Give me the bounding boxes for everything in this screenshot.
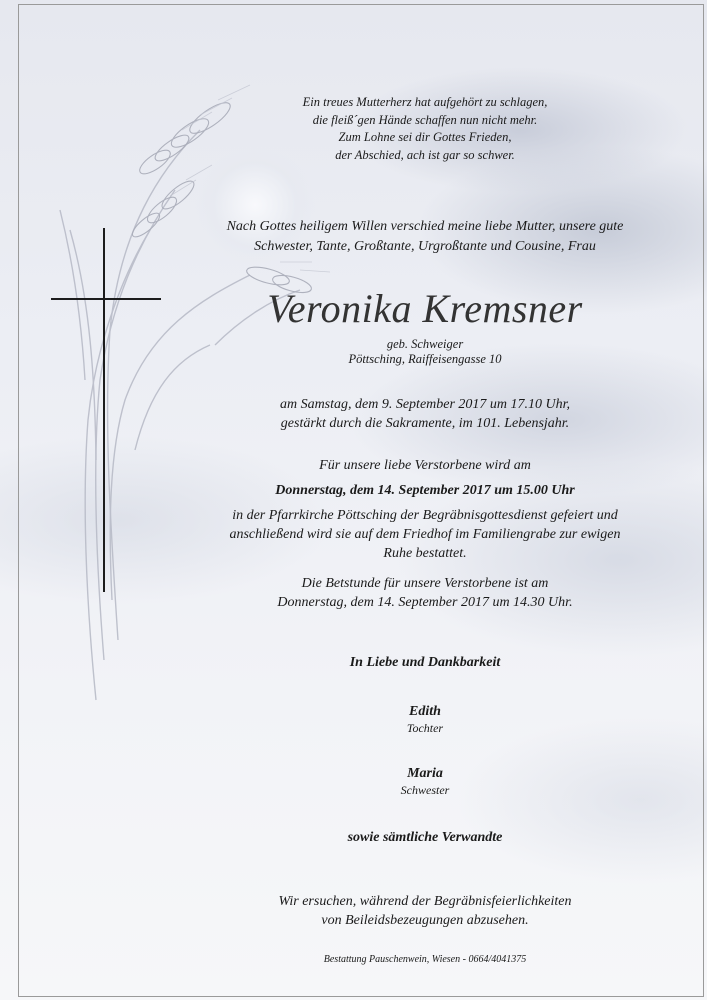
maiden-name: geb. Schweiger (386, 337, 464, 351)
deceased-details (160, 337, 690, 367)
request-line: von Beileidsbezeugungen abzusehen. (321, 913, 529, 928)
cross-horizontal-bar (51, 298, 161, 300)
death-announcement-intro (160, 217, 690, 257)
cross-vertical-bar (103, 228, 105, 592)
mass-line: anschließend wird sie auf dem Friedhof im Familiengrabe zur ewigen (229, 527, 621, 542)
relative-name: Edith (409, 704, 441, 719)
deceased-name: Veronika Kremsner (267, 286, 583, 331)
request-line: Wir ersuchen, während der Begräbnisfeierlichkeiten (278, 894, 572, 909)
funeral-home-footer: Bestattung Pauschenwein, Wiesen - 0664/4041375 (323, 954, 527, 965)
relative-relation: Tochter (406, 721, 444, 735)
mass-line: Ruhe bestattet. (383, 546, 467, 561)
thanks-heading: In Liebe und Dankbarkeit (349, 655, 501, 670)
mass-date: Donnerstag, dem 14. September 2017 um 15.00 Uhr (275, 483, 575, 498)
poem-line: der Abschied, ach ist gar so schwer. (335, 147, 515, 162)
relative-name: Maria (407, 766, 443, 781)
poem-line: die fleiß´gen Hände schaffen nun nicht mehr. (312, 112, 538, 127)
condolence-request (160, 892, 690, 930)
intro-line: Nach Gottes heiligem Willen verschied meine liebe Mutter, unsere gute (226, 219, 624, 234)
prayer-line: Donnerstag, dem 14. September 2017 um 14.30 Uhr. (277, 595, 573, 610)
prayer-hour (160, 574, 690, 612)
mass-line: in der Pfarrkirche Pöttsching der Begräbnisgottesdienst gefeiert und (232, 508, 618, 523)
address: Pöttsching, Raiffeisengasse 10 (348, 352, 502, 366)
prayer-line: Die Betstunde für unsere Verstorbene ist am (301, 576, 549, 591)
poem-line: Zum Lohne sei dir Gottes Frieden, (338, 130, 512, 144)
intro-line: Schwester, Tante, Großtante, Urgroßtante und Cousine, Frau (254, 239, 596, 254)
death-line: am Samstag, dem 9. September 2017 um 17.10 Uhr, (279, 397, 571, 412)
other-relatives: sowie sämtliche Verwandte (347, 830, 503, 845)
poem-verse (160, 94, 690, 164)
poem-line: Ein treues Mutterherz hat aufgehört zu schlagen, (302, 95, 548, 109)
mass-details (160, 506, 690, 563)
relative-relation: Schwester (400, 783, 450, 797)
death-line: gestärkt durch die Sakramente, im 101. Lebensjahr. (280, 416, 570, 431)
death-details (160, 395, 690, 433)
mass-intro: Für unsere liebe Verstorbene wird am (319, 458, 531, 473)
